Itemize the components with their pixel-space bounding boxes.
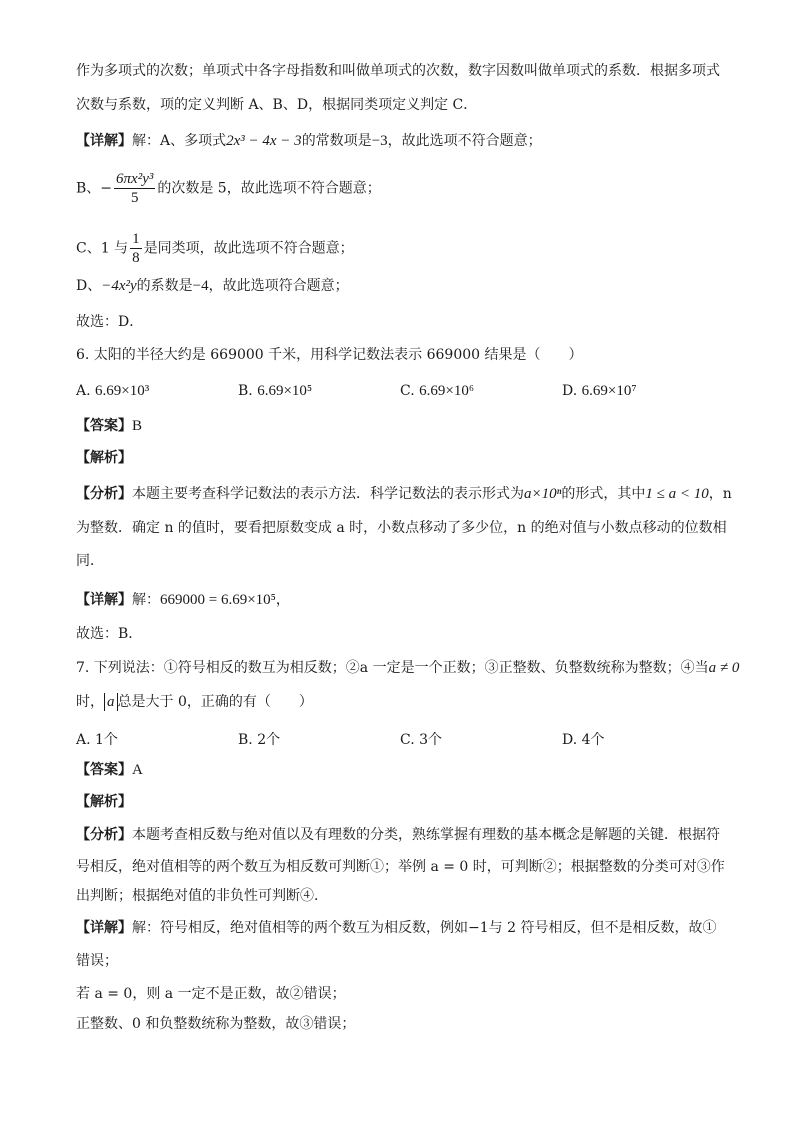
text-segment: ，故此选项符合题意； — [208, 278, 349, 294]
question-7-line-1 — [76, 658, 739, 678]
text-segment: 7. 下列说法：①符号相反的数互为相反数；②a 一定是一个正数；③正整数、负整数统称为整数；④当 — [76, 660, 709, 676]
option-value: 6.69×10⁵ — [257, 383, 313, 399]
text-line: 次数与系数，项的定义判断 A、B、D，根据同类项定义判定 C． — [76, 97, 478, 113]
fraction — [130, 230, 142, 267]
q6-option-a — [76, 381, 149, 401]
option-b-line — [76, 170, 381, 207]
math-expression: −4x²y — [101, 278, 137, 294]
math-expression: a×10ⁿ — [524, 486, 562, 502]
analysis-tag: 【解析】 — [76, 450, 132, 466]
answer-value: A — [132, 762, 143, 778]
math-expression: 1 ≤ a < 10 — [645, 486, 709, 502]
answer-tag: 【答案】 — [76, 418, 132, 434]
text-line: 同． — [76, 553, 104, 569]
detail-tag: 【详解】 — [76, 920, 132, 936]
text-segment: 解：A、多项式 — [132, 133, 227, 149]
text-segment: 的常数项是 — [301, 133, 372, 149]
fraction-numerator: 1 — [132, 231, 140, 247]
math-value: −4 — [192, 278, 209, 294]
question-7-line-2 — [76, 692, 313, 712]
analysis-tag: 【解析】 — [76, 794, 132, 810]
q7-option-a: A. 1个 — [76, 732, 118, 748]
option-c-line — [76, 230, 354, 267]
text-segment: 是同类项，故此选项不符合题意； — [143, 240, 354, 257]
q6-detail — [76, 590, 290, 610]
text-segment: 时， — [76, 694, 104, 710]
math-value: −3 — [371, 133, 388, 149]
text-line: 作为多项式的次数；单项式中各字母指数和叫做单项式的次数，数字因数叫做单项式的系数．根据多项式 — [76, 63, 720, 79]
q7-detail-line-1 — [76, 918, 716, 938]
fraction-denominator: 5 — [130, 190, 139, 206]
text-segment: 本题考查相反数与绝对值以及有理数的分类，熟练掌握有理数的基本概念是解题的关键．根据符 — [132, 827, 720, 843]
analysis-sub-tag: 【分析】 — [76, 827, 132, 843]
q6-analysis-line-1 — [76, 484, 732, 504]
detail-tag: 【详解】 — [76, 133, 132, 149]
answer-tag: 【答案】 — [76, 762, 132, 778]
math-expression: 2x³ − 4x − 3 — [226, 133, 302, 149]
text-segment: D、 — [76, 278, 102, 294]
q7-option-c: C. 3个 — [400, 732, 443, 748]
q6-option-c — [400, 381, 474, 401]
text-line: 错误； — [76, 953, 118, 969]
text-segment: 解： — [132, 592, 160, 608]
text-segment: ， — [275, 592, 290, 608]
text-segment: C、1 与 — [76, 240, 129, 257]
text-segment: ，故此选项不符合题意； — [387, 133, 542, 149]
q7-analysis-tag — [76, 792, 132, 812]
option-letter: D. — [562, 383, 578, 399]
q6-analysis-tag — [76, 448, 132, 468]
text-line: 若 a = 0，则 a 一定不是正数，故②错误； — [76, 986, 346, 1002]
option-value: 6.69×10⁷ — [581, 383, 637, 399]
q6-option-b — [238, 381, 312, 401]
option-letter: A. — [76, 383, 91, 399]
q7-option-d: D. 4个 — [562, 732, 605, 748]
text-line: 为整数．确定 n 的值时，要看把原数变成 a 时，小数点移动了多少位，n 的绝对值与小数点移动的位数相 — [76, 520, 727, 536]
option-value: 6.69×10⁶ — [419, 383, 475, 399]
text-segment: 的形式，其中 — [561, 486, 646, 502]
text-segment: 总是大于 0，正确的有（ ） — [117, 694, 313, 710]
option-letter: B. — [238, 383, 253, 399]
text-line: 号相反，绝对值相等的两个数互为相反数可判断①；举例 a = 0 时，可判断②；根据整数的分类可对③作 — [76, 859, 725, 875]
option-d-line — [76, 276, 349, 296]
math-expression: a ≠ 0 — [708, 660, 740, 676]
text-segment: 本题主要考查科学记数法的表示方法．科学记数法的表示形式为 — [132, 486, 524, 502]
q7-analysis-line-1 — [76, 825, 720, 845]
q7-option-b: B. 2个 — [238, 732, 281, 748]
question-6: 6. 太阳的半径大约是 669000 千米，用科学记数法表示 669000 结果是（ ） — [76, 347, 583, 363]
option-value: 6.69×10³ — [95, 383, 150, 399]
detail-line-a — [76, 131, 542, 151]
text-segment: 的次数是 5，故此选项不符合题意； — [157, 180, 381, 197]
text-line: 出判断；根据绝对值的非负性可判断④． — [76, 888, 328, 904]
text-line: 故选：B． — [76, 626, 143, 642]
text-segment: 的系数是 — [136, 278, 193, 294]
text-segment: ，n — [708, 486, 732, 502]
analysis-sub-tag: 【分析】 — [76, 486, 132, 502]
q6-option-d — [562, 381, 637, 401]
option-letter: C. — [400, 383, 415, 399]
math-expression: 669000 = 6.69×10⁵ — [160, 592, 276, 608]
text-segment: B、− — [76, 180, 113, 197]
text-line: 正整数、0 和负整数统称为整数，故③错误； — [76, 1016, 356, 1032]
fraction-numerator: 6πx²y³ — [116, 171, 154, 187]
fraction-denominator: 8 — [132, 250, 140, 266]
text-segment: 解：符号相反，绝对值相等的两个数互为相反数，例如−1与 2 符号相反，但不是相反数，故① — [132, 920, 717, 936]
absolute-value: a — [104, 693, 118, 711]
fraction — [114, 170, 155, 207]
answer-value: B — [132, 418, 143, 434]
q6-answer — [76, 416, 142, 436]
text-line: 故选：D． — [76, 314, 144, 330]
detail-tag: 【详解】 — [76, 592, 132, 608]
q7-answer — [76, 760, 143, 780]
